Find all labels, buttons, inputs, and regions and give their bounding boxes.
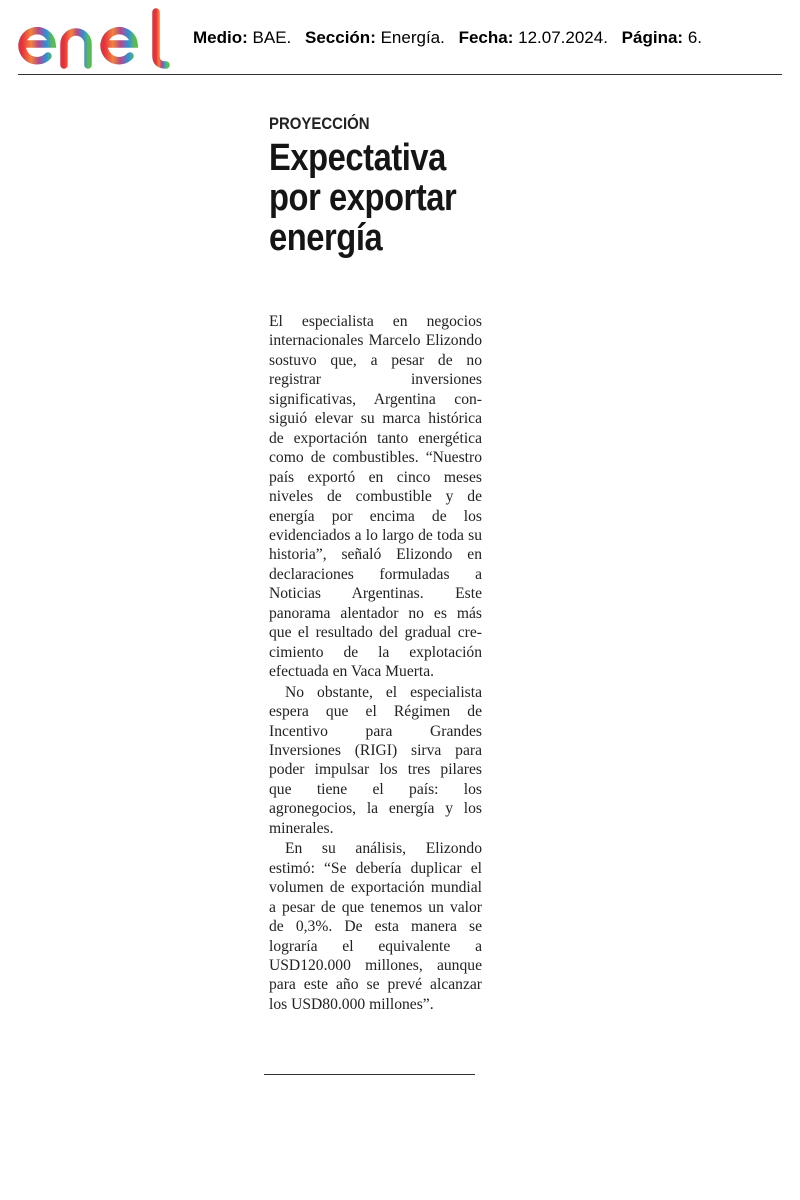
article-kicker: PROYECCIÓN [269, 114, 370, 133]
enel-logo [16, 8, 180, 70]
header-divider [18, 74, 782, 75]
medio-label: Medio: [193, 28, 248, 47]
fecha-value: 12.07.2024. [518, 28, 608, 47]
medio-value: BAE. [252, 28, 292, 47]
article-heading [269, 114, 483, 258]
article-end-rule [264, 1074, 475, 1075]
article-headline: Expectativa por exportar energía [269, 137, 457, 259]
article-paragraph-2: No obstante, el especialista espera que el Régimen de Incentivo para Grandes Inversiones (RIGI) sirva para poder impulsar los tres pilares que tiene el país: los agronegocios, la energía y los minerales. [269, 683, 482, 837]
fecha-label: Fecha: [458, 28, 514, 47]
pagina-value: 6. [687, 28, 702, 47]
clipping-metadata [193, 28, 702, 48]
seccion-label: Sección: [305, 28, 376, 47]
seccion-value: Energía. [380, 28, 445, 47]
article-body [269, 312, 482, 1014]
clipping-header [0, 0, 800, 76]
article-paragraph-3: En su análisis, Elizondo estimó: “Se debería duplicar el volumen de exportación mundial a pesar de que tenemos un valor de 0,3%. De esta manera se lograría el equivalente a USD120.000 millones, aunque para este año se prevé alcanzar los USD80.000 millones”. [269, 840, 482, 1013]
article-paragraph-1: El especialista en negocios internacionales Marcelo Elizondo sostuvo que, a pesar de no registrar inversiones significativas, Argentina consiguió elevar su marca histórica de exportación tanto energética como de combustibles. “Nuestro país exportó en cinco meses niveles de combustible y de energía por encima de los evidenciados a lo largo de toda su historia”, señaló Elizondo en declaraciones formuladas a Noticias Argentinas. Este panorama alentador no es más que el resultado del gradual crecimiento de la explotación efectuada en Vaca Muerta. [269, 313, 482, 681]
pagina-label: Página: [621, 28, 684, 47]
